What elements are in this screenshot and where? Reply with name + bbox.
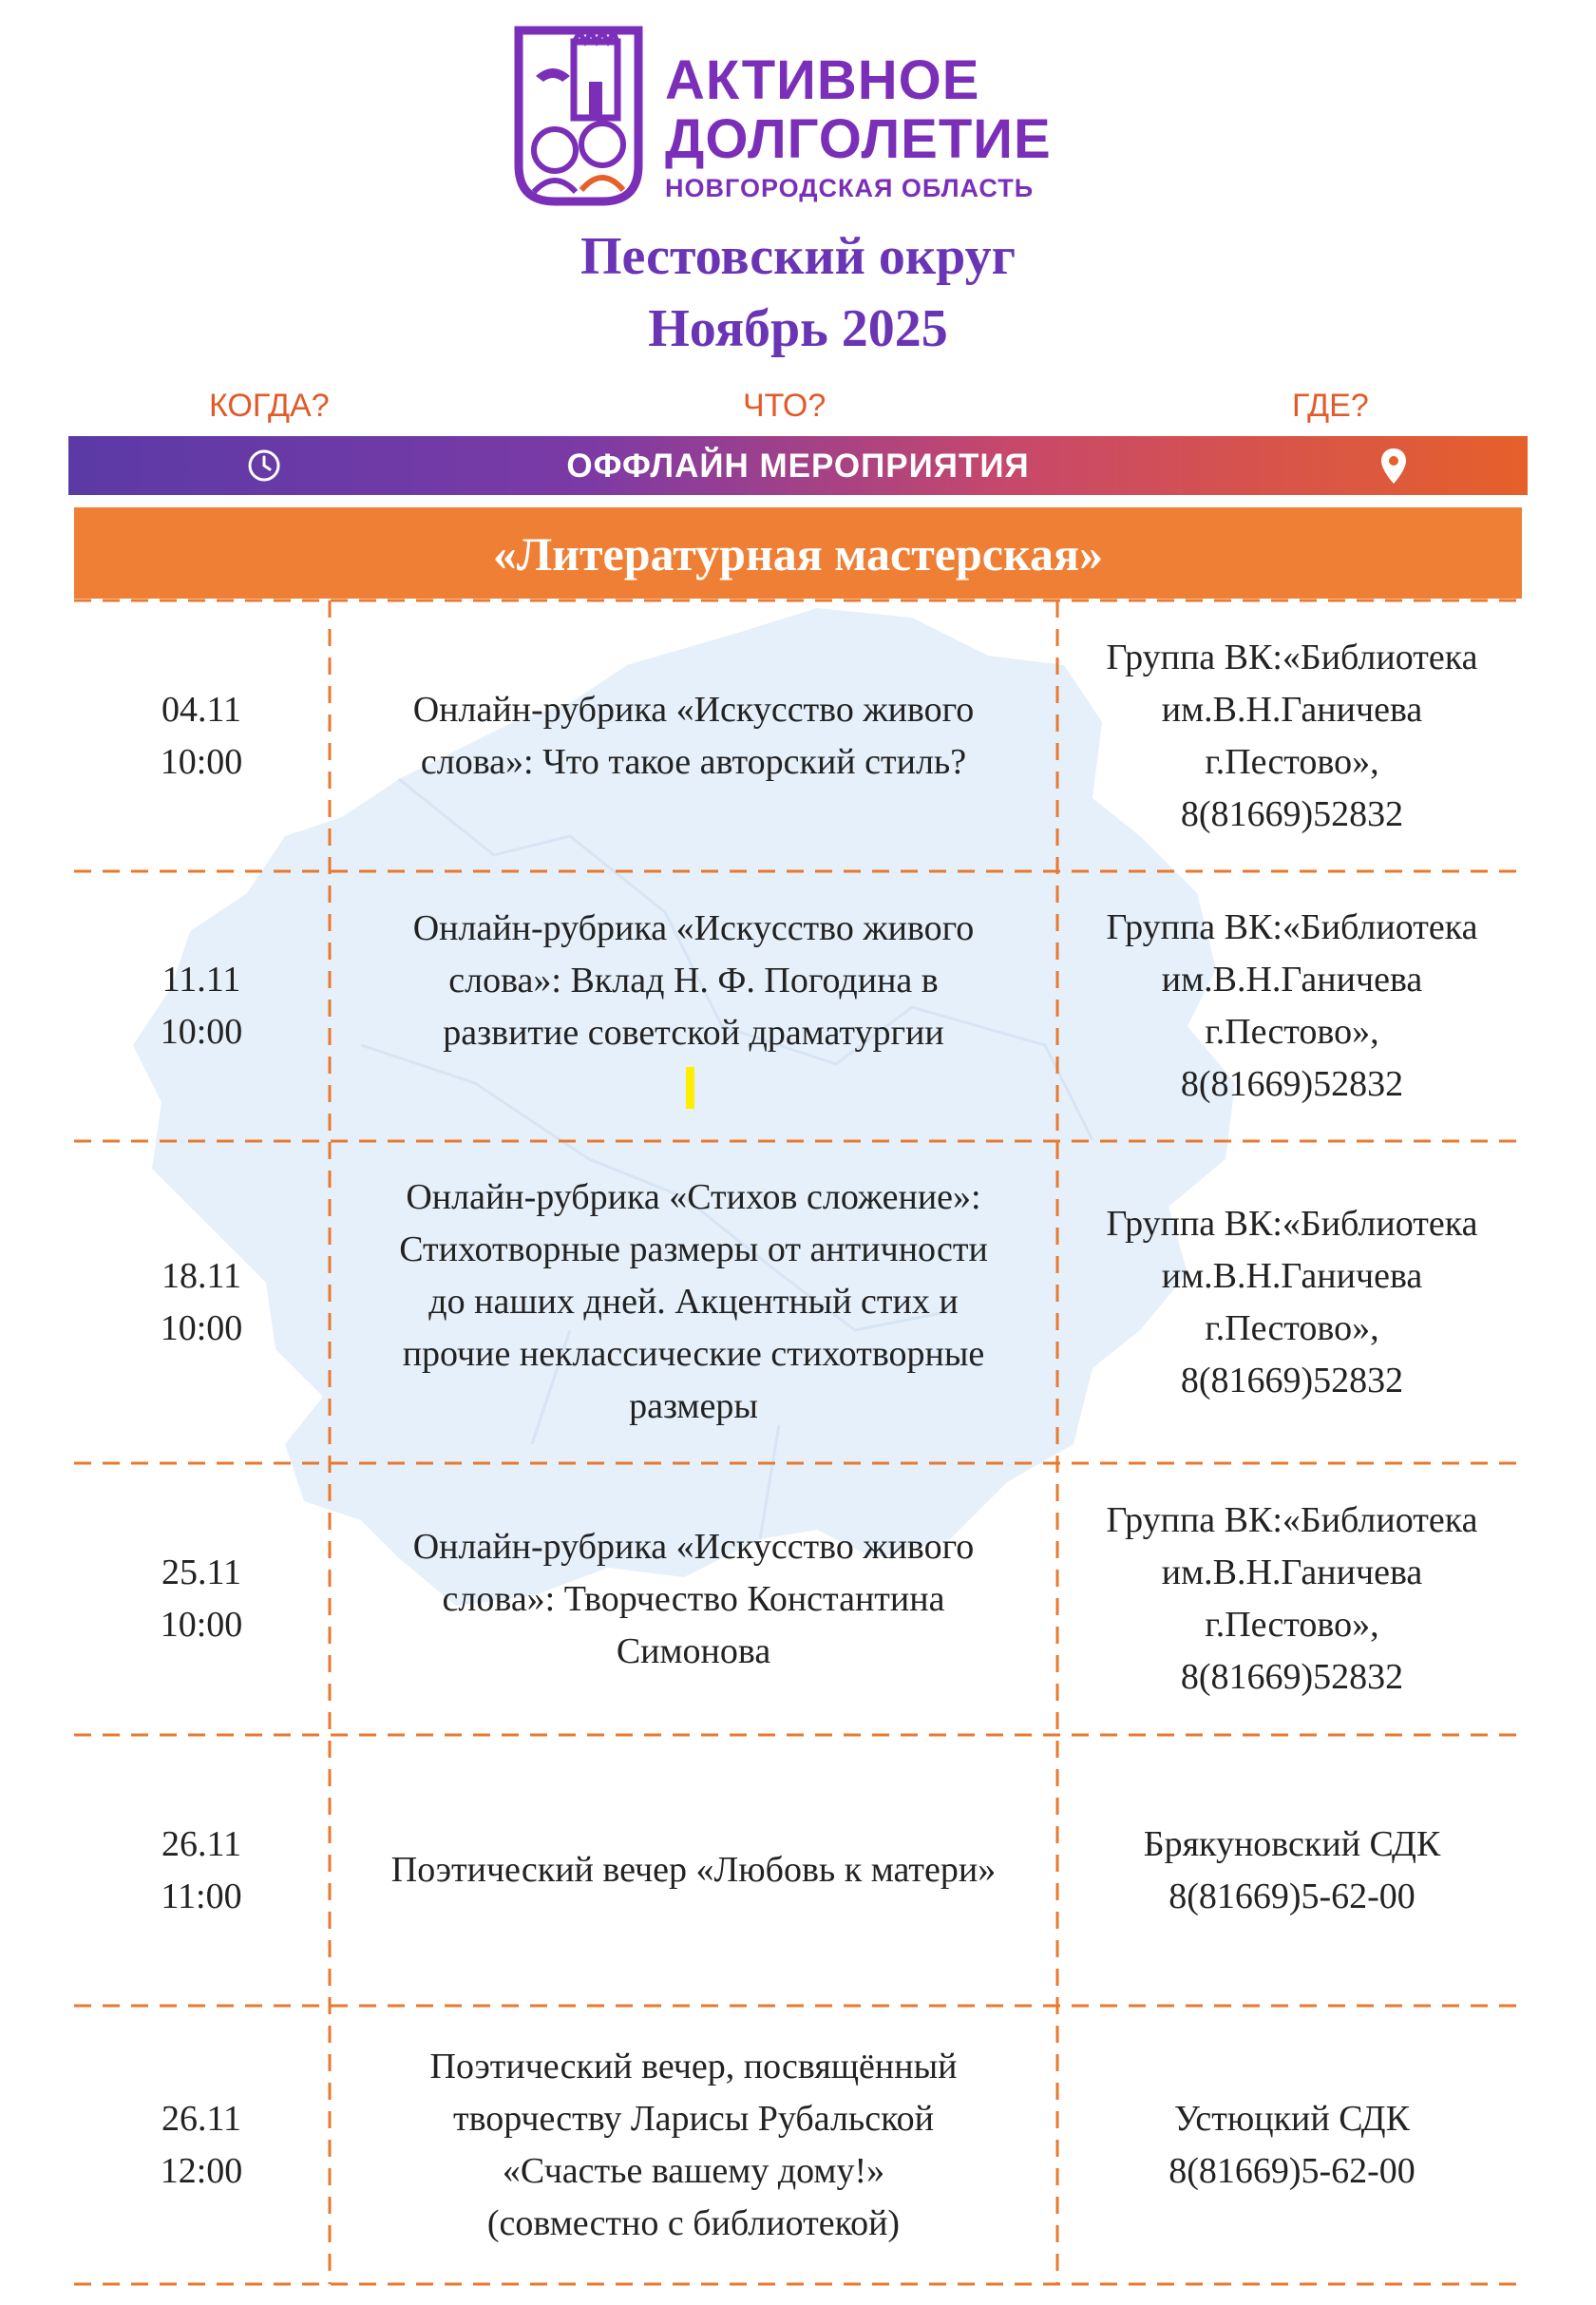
row-4-venue: Группа ВК:«Библиотека им.В.Н.Ганичева г.Пестово», 8(81669)52832 — [1106, 1500, 1478, 1697]
month-title: Ноябрь 2025 — [648, 299, 948, 358]
row-2-venue: Группа ВК:«Библиотека им.В.Н.Ганичева г.Пестово», 8(81669)52832 — [1106, 907, 1478, 1104]
row-6-venue: Устюцкий СДК 8(81669)5-62-00 — [1168, 2098, 1416, 2191]
row-6-event: Поэтический вечер, посвящённый творчеству Ларисы Рубальской «Счастье вашему дому!» (совместно с библиотекой) — [429, 2046, 958, 2243]
column-label-what: ЧТО? — [743, 388, 826, 424]
section-title: «Литературная мастерская» — [492, 527, 1104, 581]
row-5-event: Поэтический вечер «Любовь к матери» — [390, 1850, 997, 1890]
logo-region: НОВГОРОДСКАЯ ОБЛАСТЬ — [665, 174, 1035, 202]
row-3-venue: Группа ВК:«Библиотека им.В.Н.Ганичева г.Пестово», 8(81669)52832 — [1106, 1203, 1478, 1400]
bar-title: ОФФЛАЙН МЕРОПРИЯТИЯ — [566, 448, 1030, 485]
column-label-when: КОГДА? — [209, 388, 330, 424]
logo-title-line2: ДОЛГОЛЕТИЕ — [665, 108, 1052, 170]
row-3-date: 18.11 10:00 — [160, 1255, 243, 1348]
logo-emblem-icon — [507, 23, 650, 209]
row-4-date: 25.11 10:00 — [160, 1553, 243, 1645]
section-header — [74, 507, 1522, 599]
row-4-event: Онлайн-рубрика «Искусство живого слова»: Творчество Константина Симонова — [412, 1526, 975, 1671]
logo-title-line1: АКТИВНОЕ — [665, 49, 980, 111]
row-5-date: 26.11 11:00 — [161, 1823, 242, 1916]
row-3-event: Онлайн-рубрика «Стихов сложение»: Стихотворные размеры от античности до наших дней. Акцентный стих и прочие неклассические стихотворные размеры — [399, 1177, 988, 1426]
location-pin-icon — [1379, 448, 1408, 486]
offline-events-bar — [68, 436, 1528, 495]
district-title: Пестовский округ — [580, 227, 1016, 286]
row-1-event: Онлайн-рубрика «Искусство живого слова»: Что такое авторский стиль? — [412, 689, 975, 782]
logo — [507, 23, 1115, 213]
column-label-where: ГДЕ? — [1292, 388, 1369, 424]
row-2-event: Онлайн-рубрика «Искусство живого слова»: Вклад Н. Ф. Погодина в развитие советской драматургии — [412, 907, 975, 1053]
highlight-marker — [686, 1067, 694, 1109]
row-2-date: 11.11 10:00 — [160, 960, 243, 1052]
row-6-date: 26.11 12:00 — [160, 2098, 243, 2191]
row-1-date: 04.11 10:00 — [160, 689, 243, 782]
row-5-venue: Брякуновский СДК 8(81669)5-62-00 — [1143, 1823, 1441, 1916]
row-1-venue: Группа ВК:«Библиотека им.В.Н.Ганичева г.Пестово», 8(81669)52832 — [1106, 637, 1478, 834]
